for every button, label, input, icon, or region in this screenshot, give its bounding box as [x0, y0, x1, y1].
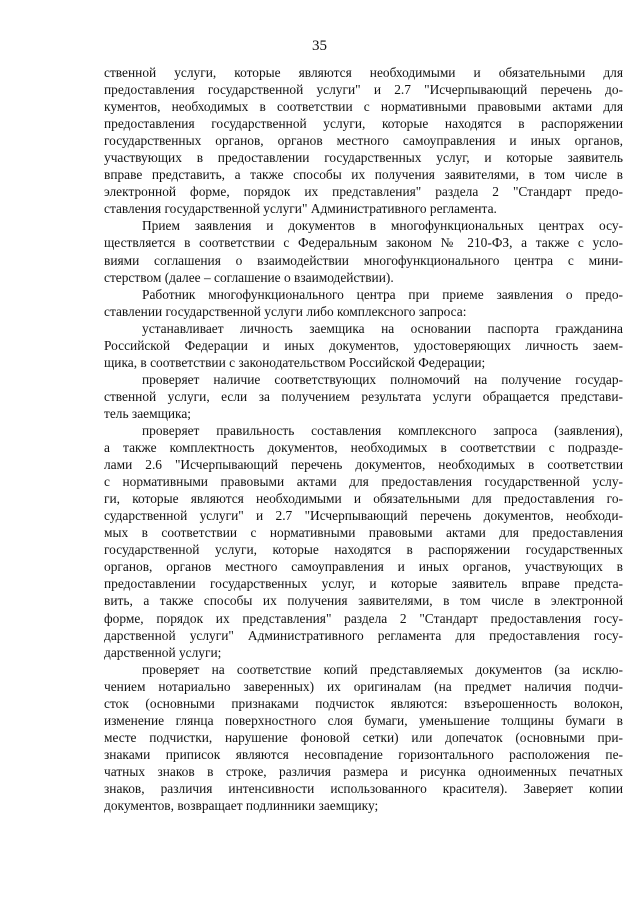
- text-line: чатных знаков в строке, различия размера и рисунка одноименных печатных: [104, 763, 623, 779]
- text-line: Работник многофункционального центра при приеме заявления о предо-: [142, 286, 623, 302]
- text-line: чением нотариально заверенных) их оригиналам (на предмет наличия подчи-: [104, 678, 623, 694]
- text-line: лами 2.6 "Исчерпывающий перечень документов, необходимых в соответствии: [104, 457, 623, 473]
- text-line: электронной форме, порядок их представления" раздела 2 "Стандарт предо-: [104, 184, 623, 200]
- text-line: участвующих в предоставлении государственных услуг, и которые заявитель: [104, 150, 623, 166]
- text-line: ственной услуги, которые являются необходимыми и обязательными для: [104, 65, 623, 80]
- page-number: 35: [312, 38, 327, 54]
- text-line: а также комплектность документов, необходимых в соответствии с подразде-: [104, 440, 623, 456]
- text-line: знаков, различия интенсивности использованного красителя). Заверяет копии: [104, 780, 623, 796]
- text-line: документов, возвращает подлинники заемщику;: [104, 798, 379, 814]
- text-line: ставления государственной услуги" Административного регламента.: [104, 201, 497, 217]
- text-line: щика, в соответствии с законодательством Российской Федерации;: [104, 354, 486, 370]
- text-line: вправе представить, а также способы их получения заявителями, в том числе в: [104, 167, 623, 183]
- text-line: Российской Федерации и иных документов, удостоверяющих личность заем-: [104, 337, 623, 353]
- text-line: проверяет на соответствие копий представляемых документов (за исклю-: [142, 661, 623, 677]
- text-line: знаками приписок являются несовпадение горизонтального расположения пе-: [104, 746, 623, 762]
- text-line: виями соглашения о взаимодействии многофункционального центра с мини-: [104, 252, 623, 268]
- text-line: органов, органов местного самоуправления и иных органов, участвующих в: [104, 559, 623, 575]
- text-line: Прием заявления и документов в многофункциональных центрах осу-: [142, 218, 623, 234]
- text-line: ственной услуги, если за получением результата услуги обращается представи-: [104, 388, 623, 404]
- text-line: предоставления государственной услуги" и 2.7 "Исчерпывающий перечень до-: [104, 82, 623, 98]
- text-line: с нормативными правовыми актами для предоставления государственной услу-: [104, 474, 623, 490]
- text-line: форме, порядок их представления" раздела 2 "Стандарт предоставления госу-: [104, 610, 623, 626]
- text-line: сударственной услуги" и 2.7 "Исчерпывающий перечень документов, необходи-: [104, 508, 623, 524]
- text-line: ставлении государственной услуги либо комплексного запроса:: [104, 303, 467, 319]
- text-line: проверяет наличие соответствующих полномочий на получение государ-: [142, 371, 623, 387]
- text-line: проверяет правильность составления комплексного запроса (заявления),: [142, 422, 623, 438]
- document-body: [104, 64, 623, 814]
- text-line: мых в соответствии с нормативными правовыми актами для предоставления: [104, 525, 623, 541]
- text-line: месте подчистки, нарушение фоновой сетки) или допечаток (основными при-: [104, 729, 623, 745]
- text-line: ги, которые являются необходимыми и обязательными для предоставления го-: [104, 491, 623, 507]
- text-line: дарственной услуги" Административного регламента для предоставления госу-: [104, 627, 623, 643]
- text-line: дарственной услуги;: [104, 644, 222, 660]
- text-line: сток (основными признаками подчисток являются: взъерошенность волокон,: [104, 695, 623, 711]
- text-line: устанавливает личность заемщика на основании паспорта гражданина: [142, 320, 623, 336]
- text-line: кументов, необходимых в соответствии с нормативными правовыми актами для: [104, 99, 623, 115]
- text-line: стерством (далее – соглашение о взаимодействии).: [104, 269, 394, 285]
- text-line: предоставления государственной услуги, которые находятся в распоряжении: [104, 116, 623, 132]
- text-line: тель заемщика;: [104, 405, 192, 421]
- text-line: изменение глянца поверхностного слоя бумаги, уменьшение толщины бумаги в: [104, 712, 623, 728]
- text-line: предоставлении государственных услуг, и которые заявитель вправе предста-: [104, 576, 623, 592]
- text-line: вить, а также способы их получения заявителями, в том числе в электронной: [104, 593, 623, 609]
- text-line: государственных органов, органов местного самоуправления и иных органов,: [104, 133, 623, 149]
- text-line: государственной услуги, которые находятся в распоряжении государственных: [104, 542, 623, 558]
- text-line: ществляется в соответствии с Федеральным законом № 210-ФЗ, а также с усло-: [104, 235, 623, 251]
